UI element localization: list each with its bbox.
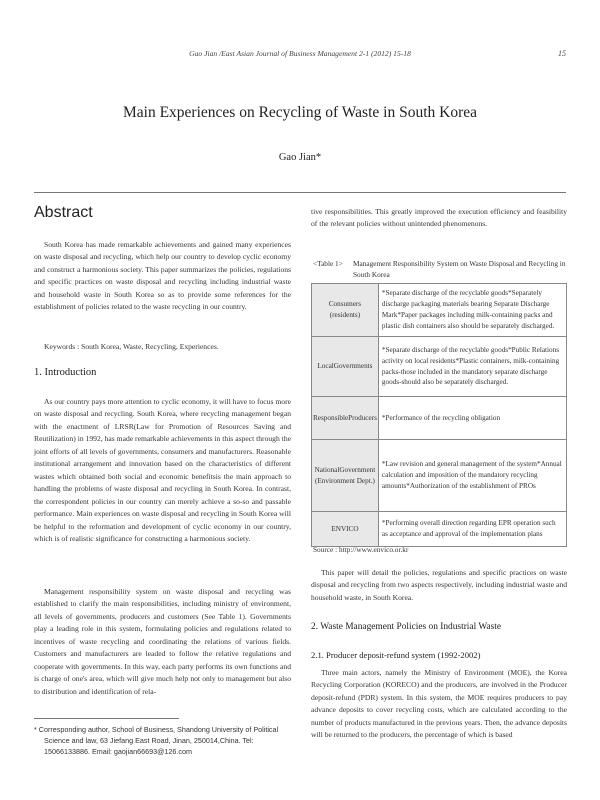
abstract-heading: Abstract (34, 204, 93, 221)
pdr-paragraph: Three main actors, namely the Ministry of Environment (MOE), the Korea Recycling Corporation (KORECO) and the producers, are involved in the Producer deposit-refund (PDR) system. In this system, the MOE requires producers to pay advance deposits to cover recycling costs, which are calculated according to the number of products manufactured in the previous years. Then, the advance deposits will be returned to the producers, the percentage of which is based (311, 668, 567, 740)
journal-citation: Gao Jian /East Asian Journal of Business Management 2-1 (2012) 15-18 (189, 49, 411, 58)
footnote-divider (34, 718, 179, 719)
table-responsibility-cell: *Separate discharge of the recyclable goods*Separately discharge packaging materials bearing Separate Discharge Mark*Paper packages including milk-containing packs and plastic dish containers also should be separately discharged. (378, 284, 566, 337)
table-actor-cell: ENVICO (312, 512, 379, 547)
paper-title: Main Experiences on Recycling of Waste in South Korea (122, 104, 477, 121)
table-row (312, 337, 567, 397)
table-responsibility-cell: *Performance of the recycling obligation (378, 397, 566, 440)
title-divider (34, 192, 566, 193)
subsection-heading-pdr: 2.1. Producer deposit-refund system (1992-2002) (311, 650, 481, 660)
running-header (34, 49, 566, 61)
table-actor-cell: Consumers (residents) (312, 284, 379, 337)
responsibility-table (311, 283, 567, 547)
abstract-text: South Korea has made remarkable achievements and gained many experiences on waste disposal and recycling, which help our country to develop cyclic economy and construct a harmonious society. This paper summarizes the policies, regulations and specific practices on waste disposal and recycling including industrial waste and household waste in South Korea so as to provide some references for the establishment of policies related to the waste recycling in our country. (34, 240, 291, 312)
corresponding-author-footnote: * Corresponding author, School of Business, Shandong University of Political Science and law, 63 Jiefang East Road, Jinan, 250014,China. Tel: 15066133886. Email: gaojian66693@126.com (34, 725, 279, 756)
table-responsibility-cell: *Performing overall direction regarding EPR operation such as acceptance and approval of the implementation plans (378, 512, 566, 547)
intro-continuation: tive responsibilities. This greatly improved the execution efficiency and feasibility of the relevant policies without unintended phenomenons. (311, 207, 567, 229)
table-actor-cell: LocalGovernments (312, 337, 379, 397)
table-caption-text: Management Responsibility System on Waste Disposal and Recycling in South Korea (353, 259, 566, 279)
table-row (312, 284, 567, 337)
table-row (312, 512, 567, 547)
author-name: Gao Jian* (278, 152, 322, 163)
section-heading-industrial-waste: 2. Waste Management Policies on Industrial Waste (311, 622, 502, 632)
table-row (312, 397, 567, 440)
table-responsibility-cell: *Law revision and general management of the system*Annual calculation and imposition of the mandatory recycling amounts*Authorization of the establishment of PROs (378, 440, 566, 512)
intro-paragraph-2: Management responsibility system on waste disposal and recycling was established to clarify the main responsibilities, including ministry of environment, all levels of governments, producers and customers (See Table 1). Governments play a leading role in this system, formulating policies and regulations related to incentives of waste recycling and coordinating the relations of various fields. Customers and manufacturers are leaded to follow the relative regulations and cooperate with governments. In this way, each party performs its own functions and is charge of one's area, which will give much help not only to management but also to distribution and identification of rela- (34, 587, 291, 696)
table-responsibility-cell: *Separate discharge of the recyclable goods*Public Relations activity on local residents*Plastic containers, milk-containing packs-those included in the mandatory separate discharge goods-should also be separately discharged. (378, 337, 566, 397)
table-actor-cell: NationalGovernment (Environment Dept.) (312, 440, 379, 512)
keywords: Keywords : South Korea, Waste, Recycling, Experiences. (44, 342, 219, 351)
section-heading-introduction: 1. Introduction (34, 367, 97, 378)
table-source: Source : http://www.envico.or.kr (313, 545, 409, 554)
table-row (312, 440, 567, 512)
page-number: 15 (558, 49, 566, 58)
overview-paragraph: This paper will detail the policies, regulations and specific practices on waste disposal and recycling from two aspects respectively, including industrial waste and household waste, in South Korea. (311, 568, 567, 602)
table-label: <Table 1> (313, 259, 343, 268)
table-actor-cell: ResponsibleProducers (312, 397, 379, 440)
intro-paragraph-1: As our country pays more attention to cyclic economy, it will have to focus more on waste disposal and recycling. South Korea, where recycling management began with the enactment of LRSR(Law for Promotion of Resources Saving and Reutilization) in 1992, has made remarkable achievements in this aspect through the joint efforts of all levels of governments, consumers and manufacturers. Reasonable institutional arrangement and innovation based on the characteristics of different wastes which obtained both social and economic benefitsis the main approach to handling the problems of waste disposal and recycling in South Korea. In contrast, the correspondent policies in our country can merely achieve a so-so and passable performance. Main experiences on waste disposal and recycling in South Korea will be helpful to the reformation and development of cyclic economy in our country, which is of realistic significance for constructing a harmonious society. (34, 397, 291, 543)
